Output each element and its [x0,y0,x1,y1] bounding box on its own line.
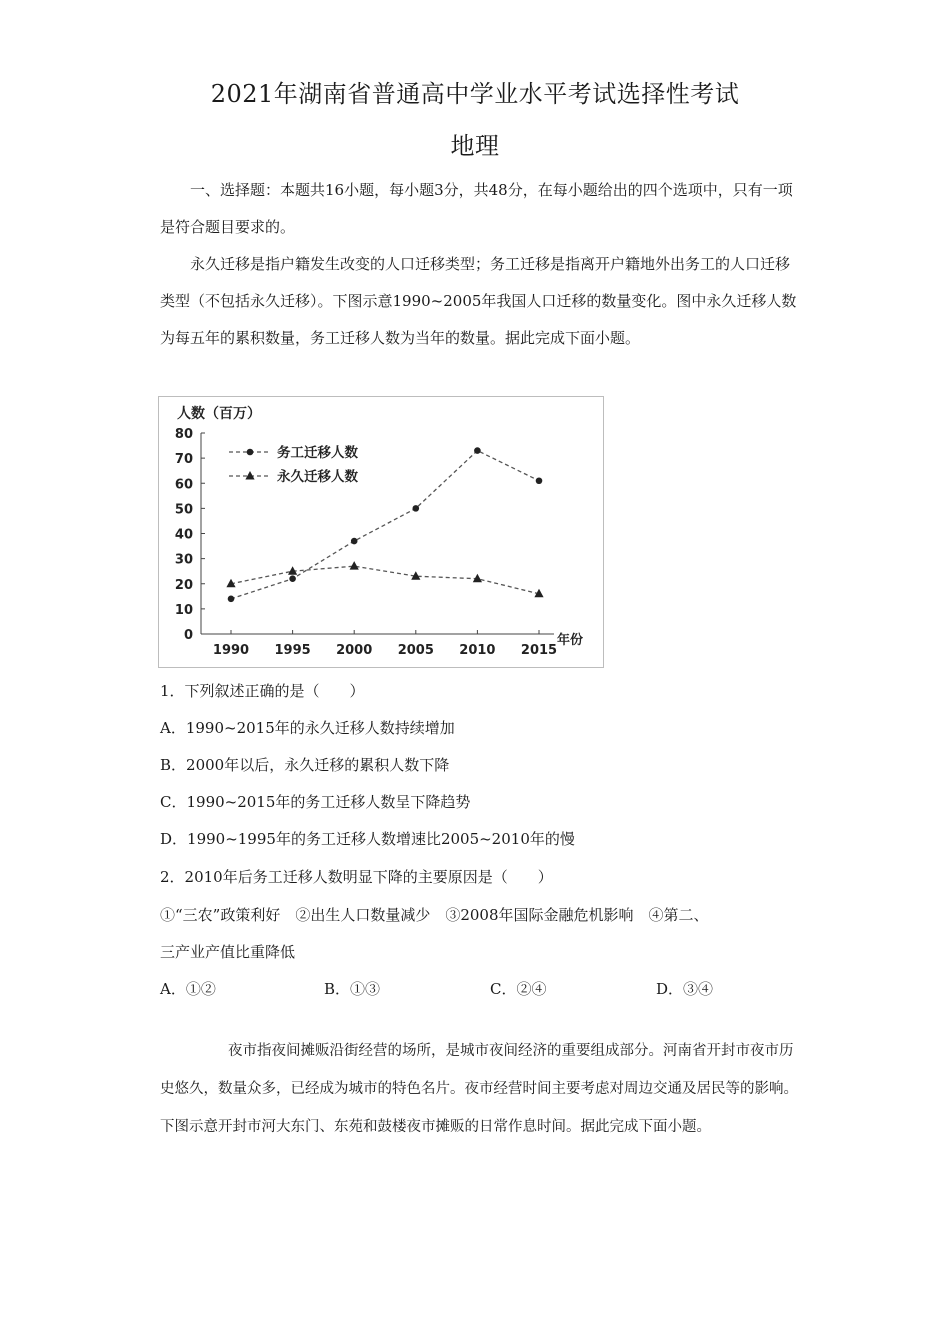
y-tick-label: 40 [174,527,193,543]
data-point [536,477,543,484]
q2-option-a[interactable]: A．①② [160,980,216,998]
y-tick-label: 30 [174,552,193,568]
q1-option-c[interactable]: C．1990~2015年的务工迁移人数呈下降趋势 [160,793,471,811]
data-point [474,447,481,454]
x-tick-label: 1995 [274,643,311,658]
q1-option-a[interactable]: A．1990~2015年的永久迁移人数持续增加 [160,719,455,737]
q2-option-b[interactable]: B．①③ [324,980,381,998]
x-axis-label: 年份 [557,633,584,648]
q1-stem: 1．下列叙述正确的是（ ） [160,682,365,700]
y-tick-label: 0 [183,628,193,643]
x-tick-label: 2005 [397,643,434,658]
y-tick-label: 60 [174,477,193,493]
data-point [350,561,359,570]
y-tick-label: 80 [174,427,193,442]
y-tick-label: 50 [174,502,193,518]
migration-line-chart [158,396,604,668]
q2-option-c[interactable]: C．②④ [490,980,547,998]
question-intro-2: 夜市指夜间摊贩沿街经营的场所，是城市夜间经济的重要组成部分。河南省开封市夜市历史悠久，数量众多，已经成为城市的特色名片。夜市经营时间主要考虑对周边交通及居民等的影响。下图示意开封市河大东门、东苑和鼓楼夜市摊贩的日常作息时间。据此完成下面小题。 [160,1043,798,1135]
section-instructions: 一、选择题：本题共16小题，每小题3分，共48分，在每小题给出的四个选项中，只有一项是符合题目要求的。 [160,181,793,236]
legend-label: 永久迁移人数 [277,469,358,485]
x-tick-label: 2010 [459,643,496,658]
x-tick-label: 2000 [336,643,373,658]
q2-items-line-2: 三产业产值比重降低 [160,943,296,961]
data-point [289,575,296,582]
y-tick-label: 70 [174,452,193,468]
q1-option-d[interactable]: D．1990~1995年的务工迁移人数增速比2005~2010年的慢 [160,830,575,848]
question-intro-1: 永久迁移是指户籍发生改变的人口迁移类型；务工迁移是指离开户籍地外出务工的人口迁移类型（不包括永久迁移）。下图示意1990~2005年我国人口迁移的数量变化。图中永久迁移人数为每五年的累积数量，务工迁移人数为当年的数量。据此完成下面小题。 [160,255,797,347]
series-line-2 [231,566,539,594]
q2-option-d[interactable]: D．③④ [656,980,714,998]
q1-option-b[interactable]: B．2000年以后，永久迁移的累积人数下降 [160,756,450,774]
page-title: 2021年湖南省普通高中学业水平考试选择性考试 [210,80,740,108]
data-point [228,596,235,603]
data-point [351,538,358,545]
chart-svg [159,397,603,667]
y-tick-label: 20 [174,577,193,593]
y-tick-label: 10 [174,602,193,618]
legend-label: 务工迁移人数 [277,445,358,461]
legend-marker [247,449,254,456]
y-axis-label: 人数（百万） [177,406,261,422]
x-tick-label: 2015 [520,643,558,658]
legend-marker [245,471,254,480]
subject-title: 地理 [450,132,500,160]
data-point [413,505,420,512]
q2-stem: 2．2010年后务工迁移人数明显下降的主要原因是（ ） [160,868,553,886]
x-tick-label: 1990 [212,643,250,658]
q2-items-line-1: ①“三农”政策利好 ②出生人口数量减少 ③2008年国际金融危机影响 ④第二、 [160,906,709,924]
